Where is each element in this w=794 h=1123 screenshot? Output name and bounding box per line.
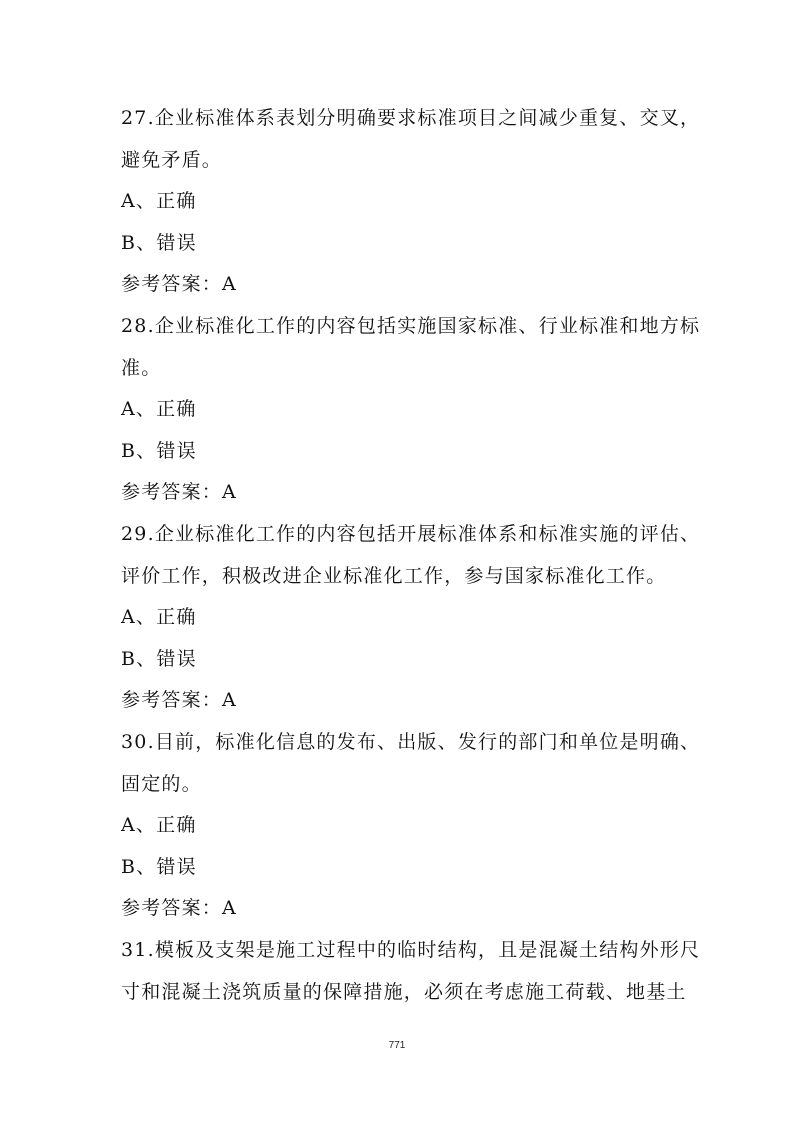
question-27-line-2: 避免矛盾。 — [121, 149, 223, 171]
question-27-answer: 参考答案：A — [121, 273, 237, 295]
question-31-line-2: 寸和混凝土浇筑质量的保障措施，必须在考虑施工荷载、地基土 — [121, 981, 687, 1003]
question-30-line-1: 30.目前，标准化信息的发布、出版、发行的部门和单位是明确、 — [121, 731, 701, 753]
question-29-option-b: B、错误 — [121, 648, 197, 670]
question-29-answer: 参考答案：A — [121, 689, 237, 711]
question-29-option-a: A、正确 — [121, 606, 197, 628]
page-number: 771 — [388, 1040, 406, 1051]
question-28-line-1: 28.企业标准化工作的内容包括实施国家标准、行业标准和地方标 — [121, 315, 701, 337]
question-28-line-2: 准。 — [121, 357, 162, 379]
question-29-line-2: 评价工作，积极改进企业标准化工作，参与国家标准化工作。 — [121, 565, 667, 587]
question-27-option-b: B、错误 — [121, 232, 197, 254]
question-30-line-2: 固定的。 — [121, 773, 202, 795]
question-30-option-b: B、错误 — [121, 856, 197, 878]
question-27-line-1: 27.企业标准体系表划分明确要求标准项目之间减少重复、交叉， — [121, 107, 701, 129]
question-30-answer: 参考答案：A — [121, 897, 237, 919]
question-31-line-1: 31.模板及支架是施工过程中的临时结构，且是混凝土结构外形尺 — [121, 939, 701, 961]
question-30-option-a: A、正确 — [121, 814, 197, 836]
question-29-line-1: 29.企业标准化工作的内容包括开展标准体系和标准实施的评估、 — [121, 523, 701, 545]
question-28-answer: 参考答案：A — [121, 481, 237, 503]
question-28-option-a: A、正确 — [121, 398, 197, 420]
question-28-option-b: B、错误 — [121, 440, 197, 462]
question-27-option-a: A、正确 — [121, 190, 197, 212]
